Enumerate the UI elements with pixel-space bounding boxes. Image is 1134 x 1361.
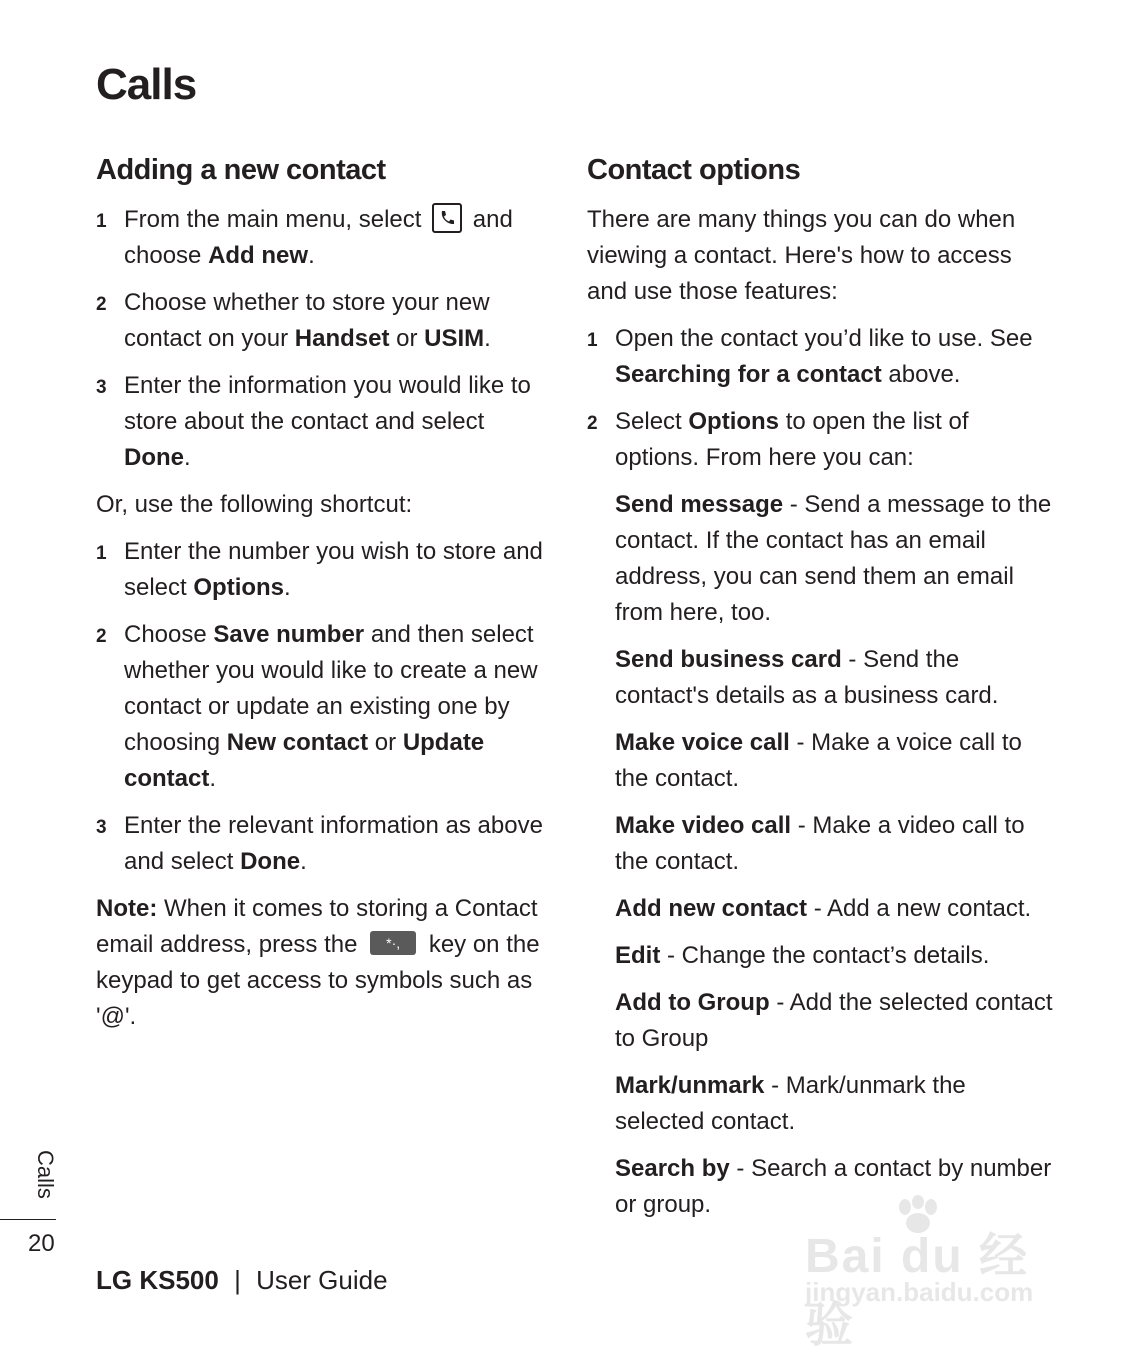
star-key-icon: *·, [370,931,416,955]
step-text: Enter the number you wish to store and select [124,538,543,601]
step-bold: Save number [213,621,365,648]
section-heading-adding-contact: Adding a new contact [96,154,386,186]
footer-guide: User Guide [256,1265,388,1295]
option-label: Edit [615,942,661,969]
step-bold: Searching for a contact [615,361,882,388]
step-text: or [374,729,397,756]
step-text: From the main menu, select [124,206,422,233]
option-label: Send message [615,491,784,518]
options-list [587,487,1057,1223]
option-label: Add new contact [615,895,808,922]
left-column [96,150,556,1046]
option-item [615,487,1057,631]
option-desc: - Send the contact's details as a business card. [615,646,999,709]
shortcut-intro: Or, use the following shortcut: [96,491,413,518]
option-desc: - Make a video call to the contact. [615,812,1025,875]
step-item [96,617,556,797]
option-label: Search by [615,1155,730,1182]
option-label: Mark/unmark [615,1072,765,1099]
step-text: Select [615,408,682,435]
side-tab-label: Calls [33,1150,58,1199]
baidu-watermark [805,1195,1065,1352]
step-text: Enter the relevant information as above and select [124,812,543,875]
option-desc: - Make a voice call to the contact. [615,729,1022,792]
step-text: Enter the information you would like to store about the contact and select [124,372,531,435]
step-bold: Update contact [124,729,485,792]
watermark-text: Bai du 经验 [805,1230,1030,1352]
step-text: . [209,765,217,792]
side-tab [30,1150,60,1210]
step-number: 1 [96,211,107,232]
option-label: Make voice call [615,729,790,756]
step-text: . [184,444,191,471]
step-bold: Add new [208,242,309,269]
option-item [615,891,1057,927]
step-bold: Options [193,574,285,601]
step-bold: New contact [226,729,369,756]
step-text: . [284,574,291,601]
step-text: . [300,848,307,875]
option-desc: - Change the contact’s details. [667,942,990,969]
step-text: Open the contact you’d like to use. See [615,325,1033,352]
page-title: Calls [96,60,197,109]
option-item [615,1068,1057,1140]
steps-contact-options [587,321,1057,476]
step-text: Choose whether to store your new contact on your [124,289,490,352]
footer-separator: | [234,1265,241,1295]
step-text: or [396,325,418,352]
step-bold: Handset [294,325,390,352]
option-desc: - Search a contact by number or group. [615,1155,1052,1218]
steps-shortcut [96,534,556,880]
step-text: to open the list of options. From here you can: [615,408,969,471]
step-item [96,808,556,880]
option-label: Send business card [615,646,842,673]
step-bold: USIM [424,325,485,352]
step-number: 2 [96,294,107,315]
step-bold: Done [124,444,184,471]
watermark-url: jingyan.baidu.com [805,1277,1034,1307]
side-divider [0,1219,56,1220]
option-desc: - Add the selected contact to Group [615,989,1053,1052]
step-text: above. [888,361,961,388]
step-text: and choose [124,206,513,269]
note [96,891,556,1035]
option-desc: - Mark/unmark the selected contact. [615,1072,966,1135]
option-item [615,808,1057,880]
step-text: . [308,242,315,269]
footer [96,1265,388,1296]
section-heading-contact-options: Contact options [587,154,801,186]
step-item [96,202,556,274]
step-number: 2 [96,626,107,647]
option-desc: - Send a message to the contact. If the contact has an email address, you can send them an email from here, too. [615,491,1052,626]
option-item [615,938,1057,974]
step-bold: Options [688,408,780,435]
option-label: Make video call [615,812,792,839]
note-text: When it comes to storing a Contact email address, press the [96,895,538,958]
step-bold: Done [240,848,301,875]
step-number: 3 [96,817,107,838]
note-label: Note: [96,895,158,922]
step-number: 3 [96,377,107,398]
step-item [96,534,556,606]
step-text: and then select whether you would like to create a new contact or update an existing one by choosing [124,621,538,756]
footer-model: LG KS500 [96,1265,219,1295]
step-text: . [484,325,491,352]
step-item [587,404,1057,476]
step-number: 1 [96,543,107,564]
right-column [587,150,1057,1234]
contact-options-intro: There are many things you can do when viewing a contact. Here's how to access and use those features: [587,206,1016,305]
step-item [96,285,556,357]
step-item [587,321,1057,393]
option-item [615,725,1057,797]
option-desc: - Add a new contact. [813,895,1032,922]
option-label: Add to Group [615,989,770,1016]
option-item [615,642,1057,714]
step-text: Choose [124,621,207,648]
step-number: 2 [587,413,598,434]
phone-contacts-icon [432,203,462,233]
option-item [615,985,1057,1057]
steps-add-contact [96,202,556,476]
step-number: 1 [587,330,598,351]
step-item [96,368,556,476]
note-text: key on the keypad to get access to symbols such as '@'. [96,931,540,1030]
page-number: 20 [28,1230,55,1257]
